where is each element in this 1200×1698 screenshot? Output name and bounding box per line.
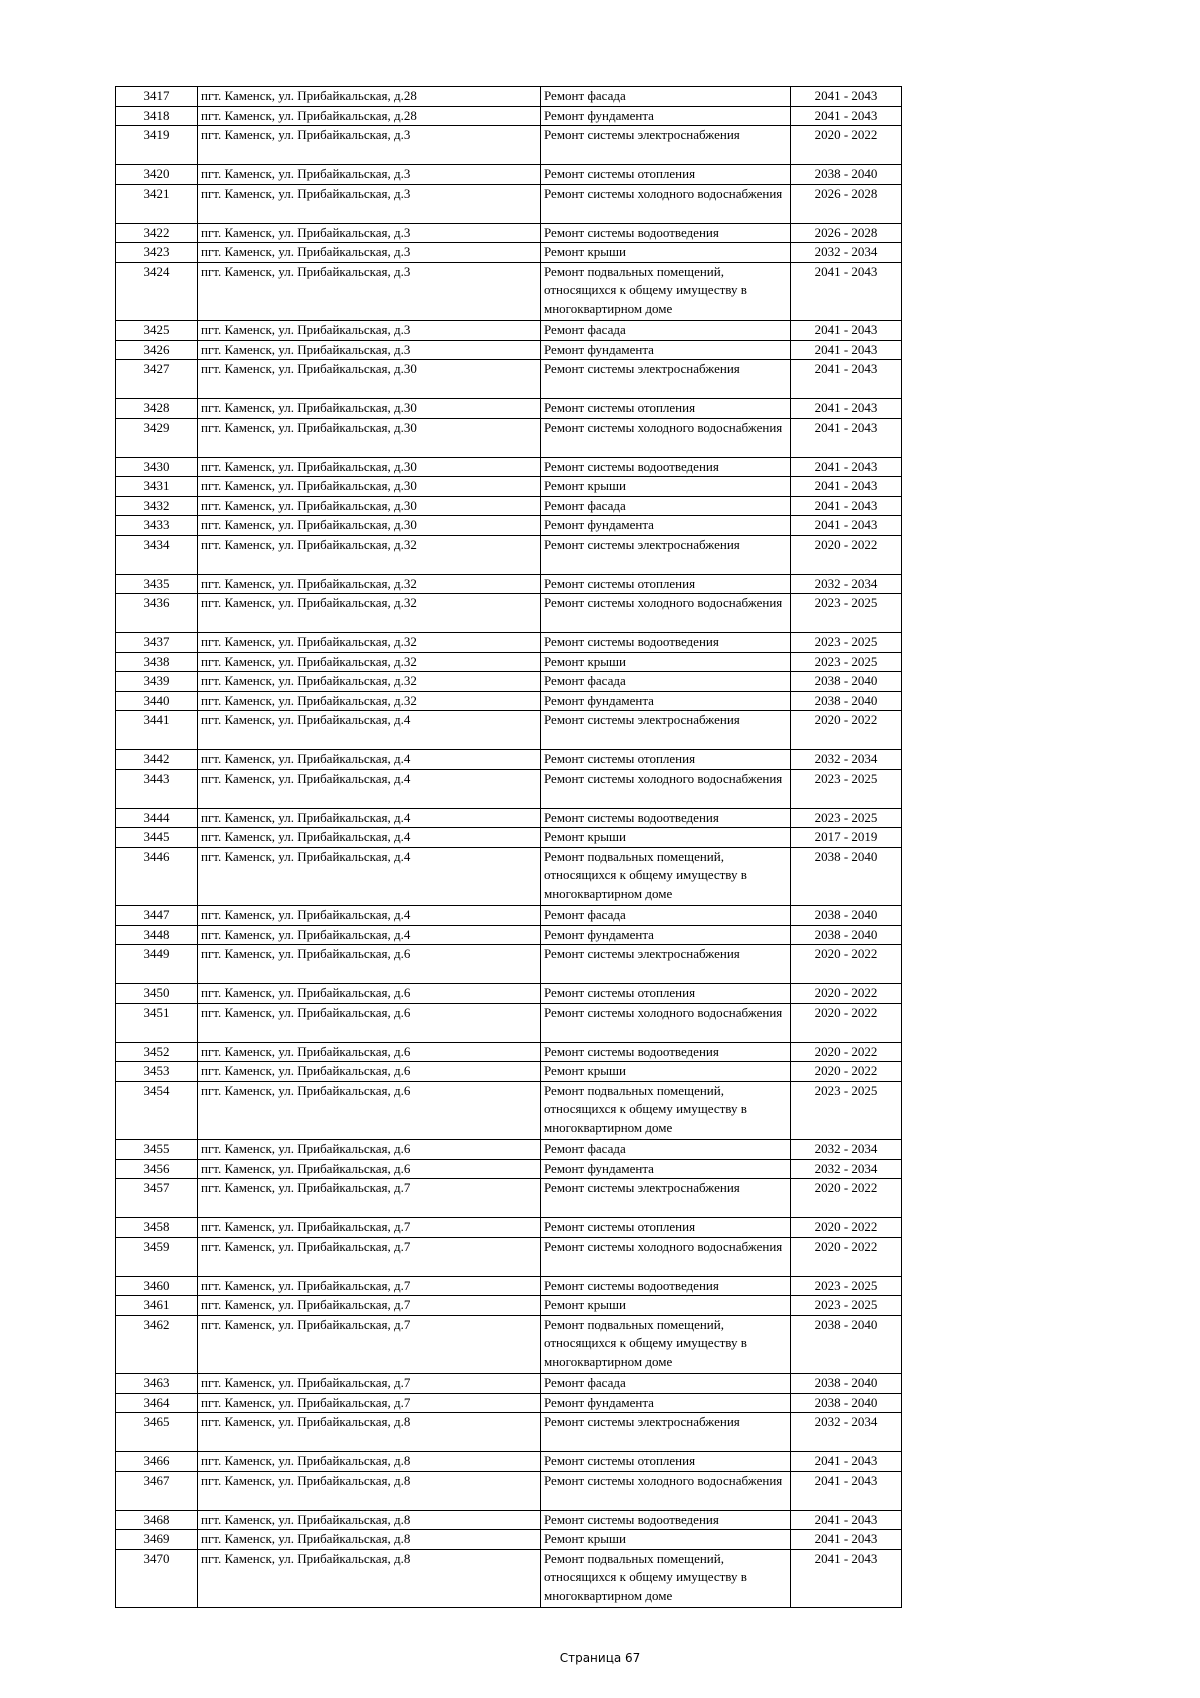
row-period: 2020 - 2022 xyxy=(791,1003,902,1042)
row-work-type: Ремонт крыши xyxy=(541,1296,791,1316)
row-number: 3463 xyxy=(116,1374,198,1394)
row-address: пгт. Каменск, ул. Прибайкальская, д.6 xyxy=(198,1159,541,1179)
row-address: пгт. Каменск, ул. Прибайкальская, д.7 xyxy=(198,1276,541,1296)
table-row xyxy=(116,1452,902,1472)
row-address: пгт. Каменск, ул. Прибайкальская, д.3 xyxy=(198,340,541,360)
table-row xyxy=(116,1296,902,1316)
row-period: 2041 - 2043 xyxy=(791,1530,902,1550)
row-work-type: Ремонт системы электроснабжения xyxy=(541,360,791,399)
row-address: пгт. Каменск, ул. Прибайкальская, д.3 xyxy=(198,262,541,321)
table-row xyxy=(116,477,902,497)
row-number: 3422 xyxy=(116,223,198,243)
row-period: 2038 - 2040 xyxy=(791,847,902,906)
row-number: 3442 xyxy=(116,750,198,770)
table-row xyxy=(116,906,902,926)
row-period: 2041 - 2043 xyxy=(791,399,902,419)
row-work-type: Ремонт крыши xyxy=(541,1062,791,1082)
table-row xyxy=(116,457,902,477)
row-work-type: Ремонт системы отопления xyxy=(541,165,791,185)
row-period: 2038 - 2040 xyxy=(791,925,902,945)
row-work-type: Ремонт подвальных помещений, относящихся к общему имуществу в многоквартирном доме xyxy=(541,1315,791,1374)
table-row xyxy=(116,1549,902,1608)
row-work-type: Ремонт системы холодного водоснабжения xyxy=(541,594,791,633)
table-row xyxy=(116,418,902,457)
table-row xyxy=(116,769,902,808)
row-number: 3466 xyxy=(116,1452,198,1472)
table-row xyxy=(116,1374,902,1394)
row-period: 2023 - 2025 xyxy=(791,1276,902,1296)
row-address: пгт. Каменск, ул. Прибайкальская, д.30 xyxy=(198,496,541,516)
row-address: пгт. Каменск, ул. Прибайкальская, д.6 xyxy=(198,984,541,1004)
row-address: пгт. Каменск, ул. Прибайкальская, д.6 xyxy=(198,1081,541,1140)
row-address: пгт. Каменск, ул. Прибайкальская, д.32 xyxy=(198,633,541,653)
table-row xyxy=(116,165,902,185)
row-period: 2032 - 2034 xyxy=(791,574,902,594)
row-address: пгт. Каменск, ул. Прибайкальская, д.32 xyxy=(198,652,541,672)
row-address: пгт. Каменск, ул. Прибайкальская, д.3 xyxy=(198,126,541,165)
row-period: 2032 - 2034 xyxy=(791,243,902,263)
row-address: пгт. Каменск, ул. Прибайкальская, д.8 xyxy=(198,1452,541,1472)
table-row xyxy=(116,126,902,165)
table-row xyxy=(116,1530,902,1550)
row-address: пгт. Каменск, ул. Прибайкальская, д.3 xyxy=(198,321,541,341)
row-work-type: Ремонт крыши xyxy=(541,243,791,263)
row-address: пгт. Каменск, ул. Прибайкальская, д.6 xyxy=(198,1062,541,1082)
row-number: 3436 xyxy=(116,594,198,633)
row-period: 2038 - 2040 xyxy=(791,906,902,926)
table-row xyxy=(116,535,902,574)
row-work-type: Ремонт системы электроснабжения xyxy=(541,126,791,165)
row-address: пгт. Каменск, ул. Прибайкальская, д.3 xyxy=(198,165,541,185)
row-number: 3441 xyxy=(116,711,198,750)
table-row xyxy=(116,1159,902,1179)
row-address: пгт. Каменск, ул. Прибайкальская, д.28 xyxy=(198,106,541,126)
row-address: пгт. Каменск, ул. Прибайкальская, д.3 xyxy=(198,223,541,243)
row-address: пгт. Каменск, ул. Прибайкальская, д.30 xyxy=(198,457,541,477)
row-work-type: Ремонт системы электроснабжения xyxy=(541,711,791,750)
row-number: 3464 xyxy=(116,1393,198,1413)
row-number: 3447 xyxy=(116,906,198,926)
table-row xyxy=(116,243,902,263)
row-period: 2020 - 2022 xyxy=(791,1237,902,1276)
table-row xyxy=(116,262,902,321)
row-address: пгт. Каменск, ул. Прибайкальская, д.4 xyxy=(198,828,541,848)
row-address: пгт. Каменск, ул. Прибайкальская, д.4 xyxy=(198,847,541,906)
table-row xyxy=(116,652,902,672)
row-address: пгт. Каменск, ул. Прибайкальская, д.30 xyxy=(198,418,541,457)
row-number: 3461 xyxy=(116,1296,198,1316)
row-address: пгт. Каменск, ул. Прибайкальская, д.7 xyxy=(198,1315,541,1374)
row-address: пгт. Каменск, ул. Прибайкальская, д.7 xyxy=(198,1237,541,1276)
row-address: пгт. Каменск, ул. Прибайкальская, д.7 xyxy=(198,1179,541,1218)
row-address: пгт. Каменск, ул. Прибайкальская, д.6 xyxy=(198,945,541,984)
row-work-type: Ремонт системы холодного водоснабжения xyxy=(541,1003,791,1042)
row-work-type: Ремонт фундамента xyxy=(541,925,791,945)
row-period: 2038 - 2040 xyxy=(791,1315,902,1374)
row-work-type: Ремонт подвальных помещений, относящихся к общему имуществу в многоквартирном доме xyxy=(541,262,791,321)
row-period: 2032 - 2034 xyxy=(791,750,902,770)
row-period: 2041 - 2043 xyxy=(791,418,902,457)
row-period: 2023 - 2025 xyxy=(791,594,902,633)
row-period: 2017 - 2019 xyxy=(791,828,902,848)
table-row xyxy=(116,1042,902,1062)
row-address: пгт. Каменск, ул. Прибайкальская, д.4 xyxy=(198,711,541,750)
row-number: 3417 xyxy=(116,87,198,107)
row-number: 3459 xyxy=(116,1237,198,1276)
row-work-type: Ремонт системы холодного водоснабжения xyxy=(541,184,791,223)
row-work-type: Ремонт фундамента xyxy=(541,1393,791,1413)
row-work-type: Ремонт крыши xyxy=(541,1530,791,1550)
row-period: 2041 - 2043 xyxy=(791,87,902,107)
row-work-type: Ремонт системы отопления xyxy=(541,984,791,1004)
row-work-type: Ремонт фундамента xyxy=(541,106,791,126)
row-number: 3421 xyxy=(116,184,198,223)
table-row xyxy=(116,223,902,243)
row-address: пгт. Каменск, ул. Прибайкальская, д.4 xyxy=(198,808,541,828)
row-number: 3440 xyxy=(116,691,198,711)
row-work-type: Ремонт фасада xyxy=(541,1374,791,1394)
row-number: 3453 xyxy=(116,1062,198,1082)
row-period: 2020 - 2022 xyxy=(791,945,902,984)
row-work-type: Ремонт фасада xyxy=(541,87,791,107)
row-address: пгт. Каменск, ул. Прибайкальская, д.28 xyxy=(198,87,541,107)
row-number: 3449 xyxy=(116,945,198,984)
row-period: 2020 - 2022 xyxy=(791,984,902,1004)
row-number: 3418 xyxy=(116,106,198,126)
row-number: 3425 xyxy=(116,321,198,341)
row-address: пгт. Каменск, ул. Прибайкальская, д.32 xyxy=(198,574,541,594)
row-period: 2038 - 2040 xyxy=(791,1393,902,1413)
row-work-type: Ремонт системы водоотведения xyxy=(541,1042,791,1062)
row-work-type: Ремонт системы водоотведения xyxy=(541,808,791,828)
table-row xyxy=(116,691,902,711)
row-period: 2041 - 2043 xyxy=(791,496,902,516)
row-number: 3455 xyxy=(116,1140,198,1160)
row-number: 3445 xyxy=(116,828,198,848)
table-row xyxy=(116,925,902,945)
row-number: 3426 xyxy=(116,340,198,360)
row-address: пгт. Каменск, ул. Прибайкальская, д.8 xyxy=(198,1413,541,1452)
row-number: 3427 xyxy=(116,360,198,399)
row-number: 3452 xyxy=(116,1042,198,1062)
row-period: 2041 - 2043 xyxy=(791,106,902,126)
row-number: 3448 xyxy=(116,925,198,945)
row-period: 2023 - 2025 xyxy=(791,769,902,808)
row-address: пгт. Каменск, ул. Прибайкальская, д.3 xyxy=(198,243,541,263)
row-number: 3454 xyxy=(116,1081,198,1140)
table-row xyxy=(116,984,902,1004)
table-row xyxy=(116,1179,902,1218)
row-number: 3434 xyxy=(116,535,198,574)
table-row xyxy=(116,340,902,360)
row-number: 3431 xyxy=(116,477,198,497)
row-work-type: Ремонт системы водоотведения xyxy=(541,223,791,243)
row-number: 3451 xyxy=(116,1003,198,1042)
row-address: пгт. Каменск, ул. Прибайкальская, д.8 xyxy=(198,1471,541,1510)
row-work-type: Ремонт системы водоотведения xyxy=(541,1510,791,1530)
table-row xyxy=(116,945,902,984)
row-period: 2041 - 2043 xyxy=(791,1510,902,1530)
row-address: пгт. Каменск, ул. Прибайкальская, д.3 xyxy=(198,184,541,223)
row-period: 2020 - 2022 xyxy=(791,711,902,750)
row-work-type: Ремонт фасада xyxy=(541,1140,791,1160)
row-work-type: Ремонт системы водоотведения xyxy=(541,633,791,653)
table-row xyxy=(116,808,902,828)
row-work-type: Ремонт подвальных помещений, относящихся к общему имуществу в многоквартирном доме xyxy=(541,847,791,906)
row-period: 2041 - 2043 xyxy=(791,262,902,321)
table-row xyxy=(116,399,902,419)
table-row xyxy=(116,1062,902,1082)
table-row xyxy=(116,750,902,770)
row-period: 2026 - 2028 xyxy=(791,223,902,243)
row-address: пгт. Каменск, ул. Прибайкальская, д.30 xyxy=(198,360,541,399)
row-period: 2041 - 2043 xyxy=(791,1452,902,1472)
row-number: 3460 xyxy=(116,1276,198,1296)
row-work-type: Ремонт фасада xyxy=(541,906,791,926)
table-row xyxy=(116,1315,902,1374)
table-row xyxy=(116,633,902,653)
row-work-type: Ремонт фасада xyxy=(541,672,791,692)
row-period: 2020 - 2022 xyxy=(791,1179,902,1218)
row-work-type: Ремонт фундамента xyxy=(541,1159,791,1179)
row-work-type: Ремонт системы электроснабжения xyxy=(541,1413,791,1452)
row-period: 2023 - 2025 xyxy=(791,808,902,828)
row-period: 2041 - 2043 xyxy=(791,457,902,477)
row-period: 2026 - 2028 xyxy=(791,184,902,223)
row-number: 3443 xyxy=(116,769,198,808)
row-period: 2041 - 2043 xyxy=(791,477,902,497)
row-address: пгт. Каменск, ул. Прибайкальская, д.32 xyxy=(198,672,541,692)
row-number: 3444 xyxy=(116,808,198,828)
row-address: пгт. Каменск, ул. Прибайкальская, д.6 xyxy=(198,1042,541,1062)
table-row xyxy=(116,516,902,536)
row-work-type: Ремонт системы отопления xyxy=(541,750,791,770)
row-address: пгт. Каменск, ул. Прибайкальская, д.30 xyxy=(198,516,541,536)
row-work-type: Ремонт системы электроснабжения xyxy=(541,535,791,574)
table-body xyxy=(116,87,902,1608)
table-row xyxy=(116,711,902,750)
table-row xyxy=(116,1237,902,1276)
row-number: 3458 xyxy=(116,1218,198,1238)
row-number: 3433 xyxy=(116,516,198,536)
row-number: 3467 xyxy=(116,1471,198,1510)
row-address: пгт. Каменск, ул. Прибайкальская, д.7 xyxy=(198,1393,541,1413)
row-work-type: Ремонт системы отопления xyxy=(541,399,791,419)
table-row xyxy=(116,321,902,341)
row-period: 2020 - 2022 xyxy=(791,1062,902,1082)
row-period: 2041 - 2043 xyxy=(791,1471,902,1510)
table-row xyxy=(116,106,902,126)
table-row xyxy=(116,594,902,633)
row-number: 3457 xyxy=(116,1179,198,1218)
row-address: пгт. Каменск, ул. Прибайкальская, д.7 xyxy=(198,1296,541,1316)
table-row xyxy=(116,828,902,848)
row-address: пгт. Каменск, ул. Прибайкальская, д.8 xyxy=(198,1549,541,1608)
row-address: пгт. Каменск, ул. Прибайкальская, д.4 xyxy=(198,750,541,770)
row-number: 3430 xyxy=(116,457,198,477)
table-row xyxy=(116,574,902,594)
row-address: пгт. Каменск, ул. Прибайкальская, д.4 xyxy=(198,925,541,945)
row-period: 2041 - 2043 xyxy=(791,1549,902,1608)
row-work-type: Ремонт фундамента xyxy=(541,340,791,360)
row-period: 2032 - 2034 xyxy=(791,1140,902,1160)
row-work-type: Ремонт системы отопления xyxy=(541,1452,791,1472)
row-address: пгт. Каменск, ул. Прибайкальская, д.32 xyxy=(198,691,541,711)
row-work-type: Ремонт системы отопления xyxy=(541,1218,791,1238)
row-number: 3462 xyxy=(116,1315,198,1374)
row-address: пгт. Каменск, ул. Прибайкальская, д.7 xyxy=(198,1374,541,1394)
row-number: 3432 xyxy=(116,496,198,516)
row-period: 2041 - 2043 xyxy=(791,360,902,399)
row-period: 2020 - 2022 xyxy=(791,1042,902,1062)
page-number: Страница 67 xyxy=(559,1651,641,1665)
row-period: 2038 - 2040 xyxy=(791,672,902,692)
row-number: 3429 xyxy=(116,418,198,457)
row-work-type: Ремонт фундамента xyxy=(541,516,791,536)
row-work-type: Ремонт системы водоотведения xyxy=(541,457,791,477)
row-work-type: Ремонт системы холодного водоснабжения xyxy=(541,769,791,808)
row-number: 3437 xyxy=(116,633,198,653)
table-row xyxy=(116,1393,902,1413)
table-row xyxy=(116,1081,902,1140)
row-period: 2020 - 2022 xyxy=(791,126,902,165)
row-period: 2023 - 2025 xyxy=(791,633,902,653)
table-row xyxy=(116,87,902,107)
row-period: 2032 - 2034 xyxy=(791,1413,902,1452)
row-number: 3450 xyxy=(116,984,198,1004)
row-period: 2041 - 2043 xyxy=(791,340,902,360)
table-row xyxy=(116,672,902,692)
row-number: 3456 xyxy=(116,1159,198,1179)
row-period: 2020 - 2022 xyxy=(791,535,902,574)
table-row xyxy=(116,1218,902,1238)
table-row xyxy=(116,1003,902,1042)
row-work-type: Ремонт подвальных помещений, относящихся к общему имуществу в многоквартирном доме xyxy=(541,1081,791,1140)
row-number: 3424 xyxy=(116,262,198,321)
table-row xyxy=(116,1413,902,1452)
table-row xyxy=(116,360,902,399)
row-work-type: Ремонт крыши xyxy=(541,477,791,497)
row-period: 2020 - 2022 xyxy=(791,1218,902,1238)
table-row xyxy=(116,1140,902,1160)
table-row xyxy=(116,184,902,223)
row-period: 2032 - 2034 xyxy=(791,1159,902,1179)
row-number: 3419 xyxy=(116,126,198,165)
table-row xyxy=(116,1510,902,1530)
row-number: 3469 xyxy=(116,1530,198,1550)
table-row xyxy=(116,496,902,516)
row-work-type: Ремонт системы холодного водоснабжения xyxy=(541,418,791,457)
row-address: пгт. Каменск, ул. Прибайкальская, д.6 xyxy=(198,1003,541,1042)
row-address: пгт. Каменск, ул. Прибайкальская, д.8 xyxy=(198,1530,541,1550)
row-work-type: Ремонт фасада xyxy=(541,321,791,341)
row-work-type: Ремонт крыши xyxy=(541,652,791,672)
row-number: 3468 xyxy=(116,1510,198,1530)
row-period: 2041 - 2043 xyxy=(791,516,902,536)
row-address: пгт. Каменск, ул. Прибайкальская, д.7 xyxy=(198,1218,541,1238)
row-work-type: Ремонт системы водоотведения xyxy=(541,1276,791,1296)
row-period: 2023 - 2025 xyxy=(791,1296,902,1316)
row-work-type: Ремонт системы электроснабжения xyxy=(541,945,791,984)
row-period: 2038 - 2040 xyxy=(791,165,902,185)
row-work-type: Ремонт подвальных помещений, относящихся к общему имуществу в многоквартирном доме xyxy=(541,1549,791,1608)
row-number: 3470 xyxy=(116,1549,198,1608)
row-work-type: Ремонт фасада xyxy=(541,496,791,516)
row-address: пгт. Каменск, ул. Прибайкальская, д.4 xyxy=(198,769,541,808)
row-work-type: Ремонт системы холодного водоснабжения xyxy=(541,1237,791,1276)
row-number: 3428 xyxy=(116,399,198,419)
row-period: 2038 - 2040 xyxy=(791,691,902,711)
table-row xyxy=(116,847,902,906)
row-period: 2023 - 2025 xyxy=(791,1081,902,1140)
row-address: пгт. Каменск, ул. Прибайкальская, д.32 xyxy=(198,535,541,574)
row-number: 3439 xyxy=(116,672,198,692)
row-work-type: Ремонт системы холодного водоснабжения xyxy=(541,1471,791,1510)
row-work-type: Ремонт крыши xyxy=(541,828,791,848)
table-row xyxy=(116,1471,902,1510)
row-address: пгт. Каменск, ул. Прибайкальская, д.32 xyxy=(198,594,541,633)
row-address: пгт. Каменск, ул. Прибайкальская, д.30 xyxy=(198,399,541,419)
row-number: 3446 xyxy=(116,847,198,906)
row-number: 3435 xyxy=(116,574,198,594)
row-number: 3423 xyxy=(116,243,198,263)
row-period: 2023 - 2025 xyxy=(791,652,902,672)
row-address: пгт. Каменск, ул. Прибайкальская, д.6 xyxy=(198,1140,541,1160)
row-address: пгт. Каменск, ул. Прибайкальская, д.4 xyxy=(198,906,541,926)
row-work-type: Ремонт фундамента xyxy=(541,691,791,711)
repair-schedule-table xyxy=(115,86,902,1608)
row-period: 2041 - 2043 xyxy=(791,321,902,341)
row-address: пгт. Каменск, ул. Прибайкальская, д.30 xyxy=(198,477,541,497)
row-number: 3438 xyxy=(116,652,198,672)
row-number: 3465 xyxy=(116,1413,198,1452)
row-work-type: Ремонт системы электроснабжения xyxy=(541,1179,791,1218)
row-number: 3420 xyxy=(116,165,198,185)
row-period: 2038 - 2040 xyxy=(791,1374,902,1394)
table-row xyxy=(116,1276,902,1296)
row-address: пгт. Каменск, ул. Прибайкальская, д.8 xyxy=(198,1510,541,1530)
row-work-type: Ремонт системы отопления xyxy=(541,574,791,594)
